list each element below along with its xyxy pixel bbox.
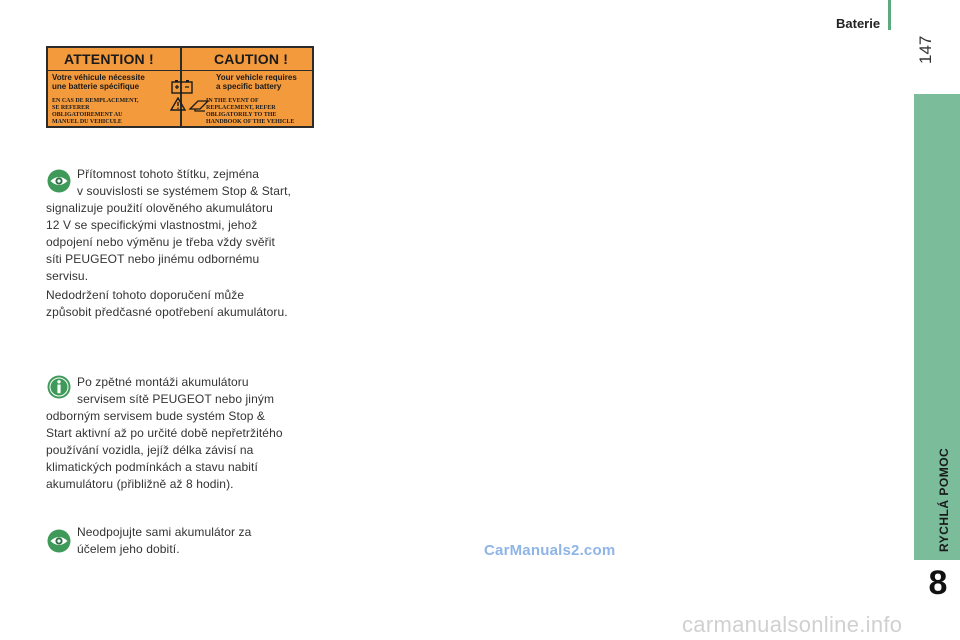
label-left-small-line: EN CAS DE REMPLACEMENT,: [52, 98, 139, 104]
text-line: 12 V se specifickými vlastnostmi, jehož: [46, 218, 258, 232]
label-right-small-line: HANDBOOK OF THE VEHICLE: [206, 119, 295, 125]
chapter-number: 8: [928, 564, 948, 602]
label-left-small-line: OBLIGATOIREMENT AU: [52, 112, 123, 118]
note-paragraph: [46, 524, 318, 558]
label-left-sub-line: Votre véhicule nécessite: [52, 73, 145, 82]
label-right-sub-line: Your vehicle requires: [216, 73, 297, 82]
chapter-sidebar: [912, 94, 960, 560]
text-line: Neodpojujte sami akumulátor za: [77, 525, 252, 539]
text-line: signalizuje použití olověného akumulátoru: [46, 201, 273, 215]
page-number: 147: [916, 35, 935, 64]
note-paragraph: [46, 287, 318, 321]
note-paragraph: [46, 374, 318, 493]
text-line: klimatických podmínkách a stavu nabití: [46, 460, 258, 474]
text-line: účelem jeho dobití.: [77, 542, 180, 556]
manual-book-icon: [188, 98, 210, 112]
watermark-carmanualsonline[interactable]: carmanualsonline.info: [682, 612, 903, 637]
label-left-small-line: SE REFERER: [52, 105, 90, 111]
text-line: způsobit předčasné opotřebení akumulátoru.: [46, 305, 288, 319]
label-left-sub-line: une batterie spécifique: [52, 82, 140, 91]
text-line: Nedodržení tohoto doporučení může: [46, 288, 245, 302]
label-right-small-line: IN THE EVENT OF: [206, 98, 259, 104]
label-right-sub-line: a specific battery: [216, 82, 282, 91]
text-line: servisem sítě PEUGEOT nebo jiným: [77, 392, 275, 406]
label-right-small-line: REPLACEMENT, REFER: [206, 105, 276, 111]
label-left-subtitle: [52, 73, 162, 91]
text-line: akumulátoru (přibližně až 8 hodin).: [46, 477, 234, 491]
warning-triangle-icon: [170, 97, 186, 111]
label-right-title: CAUTION !: [214, 51, 289, 67]
text-line: Start aktivní až po určité době nepřetržitého: [46, 426, 283, 440]
text-line: síti PEUGEOT nebo jinému odbornému: [46, 252, 260, 266]
chapter-label: RYCHLÁ POMOC: [937, 447, 951, 552]
text-line: odpojení nebo výměnu je třeba vždy svěřit: [46, 235, 275, 249]
sidebar-divider: [912, 94, 914, 564]
label-right-subtitle: [216, 73, 312, 91]
label-divider-horizontal: [48, 70, 312, 71]
label-left-small-line: MANUEL DU VEHICULE: [52, 119, 122, 125]
text-line: Po zpětné montáži akumulátoru: [77, 375, 249, 389]
note-paragraph: [46, 166, 318, 285]
label-left-title: ATTENTION !: [64, 51, 154, 67]
watermark-carmanuals2[interactable]: CarManuals2.com: [484, 542, 616, 559]
header-title: Baterie: [836, 16, 881, 31]
label-right-instructions: [206, 98, 314, 126]
text-line: servisu.: [46, 269, 89, 283]
label-left-instructions: [52, 98, 162, 126]
label-right-small-line: OBLIGATORILY TO THE: [206, 112, 277, 118]
header-accent-bar: [888, 0, 891, 30]
text-line: odborným servisem bude systém Stop &: [46, 409, 266, 423]
text-line: Přítomnost tohoto štítku, zejména: [77, 167, 260, 181]
text-line: používání vozidla, jejíž délka závisí na: [46, 443, 254, 457]
battery-warning-label: [46, 46, 314, 128]
text-line: v souvislosti se systémem Stop & Start,: [77, 184, 291, 198]
battery-icon: [171, 80, 193, 94]
